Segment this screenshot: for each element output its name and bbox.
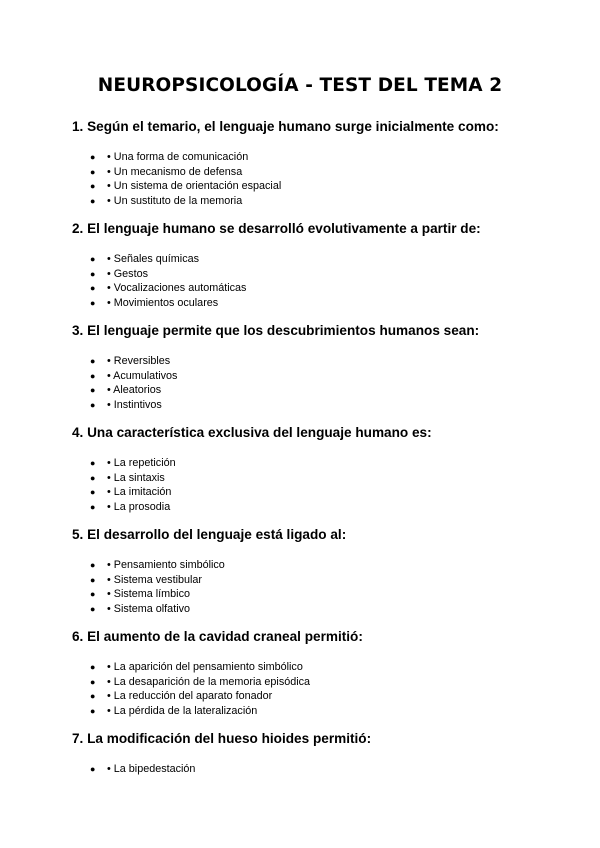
option-text: • Movimientos oculares [107, 297, 219, 310]
question-text: 3. El lenguaje permite que los descubrimientos humanos sean: [72, 323, 480, 338]
option-item [72, 558, 552, 573]
bullet-icon: ● [90, 662, 96, 672]
option-text: • Gestos [107, 267, 148, 280]
bullet-icon: ● [90, 502, 96, 513]
bullet-icon: ● [90, 268, 96, 279]
option-item [72, 354, 552, 369]
question-block-2 [72, 220, 552, 311]
option-text: • La repetición [107, 457, 176, 469]
bullet-icon: ● [90, 370, 96, 381]
question-block-3 [72, 322, 552, 413]
option-text: • Sistema vestibular [107, 573, 202, 586]
question-text: 7. La modificación del hueso hioides permitió: [72, 731, 372, 746]
options-list [72, 762, 552, 777]
option-item [72, 689, 552, 704]
option-item [72, 398, 552, 413]
bullet-icon: ● [90, 152, 96, 162]
option-item [72, 194, 552, 209]
bullet-icon: ● [90, 181, 96, 192]
question-block-1 [72, 118, 552, 209]
bullet-icon: ● [90, 283, 96, 294]
option-text: • Un mecanismo de defensa [107, 165, 243, 178]
bullet-icon: ● [90, 676, 96, 687]
options-list [72, 456, 552, 515]
option-item [72, 150, 552, 165]
option-text: • Sistema límbico [107, 588, 190, 601]
options-list [72, 252, 552, 311]
option-text: • Pensamiento simbólico [107, 559, 225, 571]
option-text: • La sintaxis [107, 471, 165, 484]
bullet-icon: ● [90, 691, 96, 702]
option-item [72, 587, 552, 602]
option-text: • La reducción del aparato fonador [107, 690, 273, 703]
bullet-icon: ● [90, 706, 96, 717]
option-item [72, 704, 552, 719]
bullet-icon: ● [90, 604, 96, 615]
option-text: • Señales químicas [107, 253, 200, 265]
question-block-6 [72, 628, 552, 719]
option-text: • Acumulativos [107, 369, 178, 382]
bullet-icon: ● [90, 166, 96, 177]
question-text: 2. El lenguaje humano se desarrolló evolutivamente a partir de: [72, 221, 481, 236]
option-text: • Una forma de comunicación [107, 151, 249, 163]
options-list [72, 150, 552, 209]
option-item [72, 165, 552, 180]
options-list [72, 558, 552, 617]
option-item [72, 383, 552, 398]
option-item [72, 485, 552, 500]
bullet-icon: ● [90, 458, 96, 468]
option-text: • Un sustituto de la memoria [107, 195, 243, 208]
bullet-icon: ● [90, 574, 96, 585]
question-text: 4. Una característica exclusiva del lenguaje humano es: [72, 425, 432, 440]
question-block-7 [72, 730, 552, 777]
option-item [72, 573, 552, 588]
bullet-icon: ● [90, 196, 96, 207]
question-block-5 [72, 526, 552, 617]
bullet-icon: ● [90, 764, 96, 774]
bullet-icon: ● [90, 356, 96, 366]
option-text: • La desaparición de la memoria episódica [107, 675, 311, 688]
option-item [72, 602, 552, 617]
bullet-icon: ● [90, 472, 96, 483]
bullet-icon: ● [90, 400, 96, 411]
option-item [72, 252, 552, 267]
question-text: 6. El aumento de la cavidad craneal permitió: [72, 629, 363, 644]
options-list [72, 660, 552, 719]
bullet-icon: ● [90, 385, 96, 396]
bullet-icon: ● [90, 487, 96, 498]
option-item [72, 267, 552, 282]
question-block-4 [72, 424, 552, 515]
option-item [72, 762, 552, 777]
option-text: • Aleatorios [107, 384, 162, 397]
option-item [72, 456, 552, 471]
option-item [72, 500, 552, 515]
option-text: • La imitación [107, 486, 172, 499]
option-item [72, 281, 552, 296]
option-item [72, 471, 552, 486]
option-item [72, 369, 552, 384]
option-text: • Sistema olfativo [107, 603, 190, 616]
bullet-icon: ● [90, 589, 96, 600]
option-item [72, 675, 552, 690]
option-text: • La bipedestación [107, 763, 196, 775]
bullet-icon: ● [90, 298, 96, 309]
option-item [72, 660, 552, 675]
question-text: 5. El desarrollo del lenguaje está ligado al: [72, 527, 347, 542]
option-item [72, 296, 552, 311]
option-item [72, 179, 552, 194]
question-text: 1. Según el temario, el lenguaje humano surge inicialmente como: [72, 119, 499, 134]
option-text: • Instintivos [107, 399, 162, 412]
option-text: • Vocalizaciones automáticas [107, 282, 247, 295]
option-text: • La aparición del pensamiento simbólico [107, 661, 303, 673]
bullet-icon: ● [90, 560, 96, 570]
options-list [72, 354, 552, 413]
option-text: • La prosodia [107, 501, 171, 514]
bullet-icon: ● [90, 254, 96, 264]
page-title: NEUROPSICOLOGÍA - TEST DEL TEMA 2 [97, 75, 503, 96]
option-text: • Reversibles [107, 355, 171, 367]
option-text: • La pérdida de la lateralización [107, 705, 258, 718]
option-text: • Un sistema de orientación espacial [107, 180, 282, 193]
